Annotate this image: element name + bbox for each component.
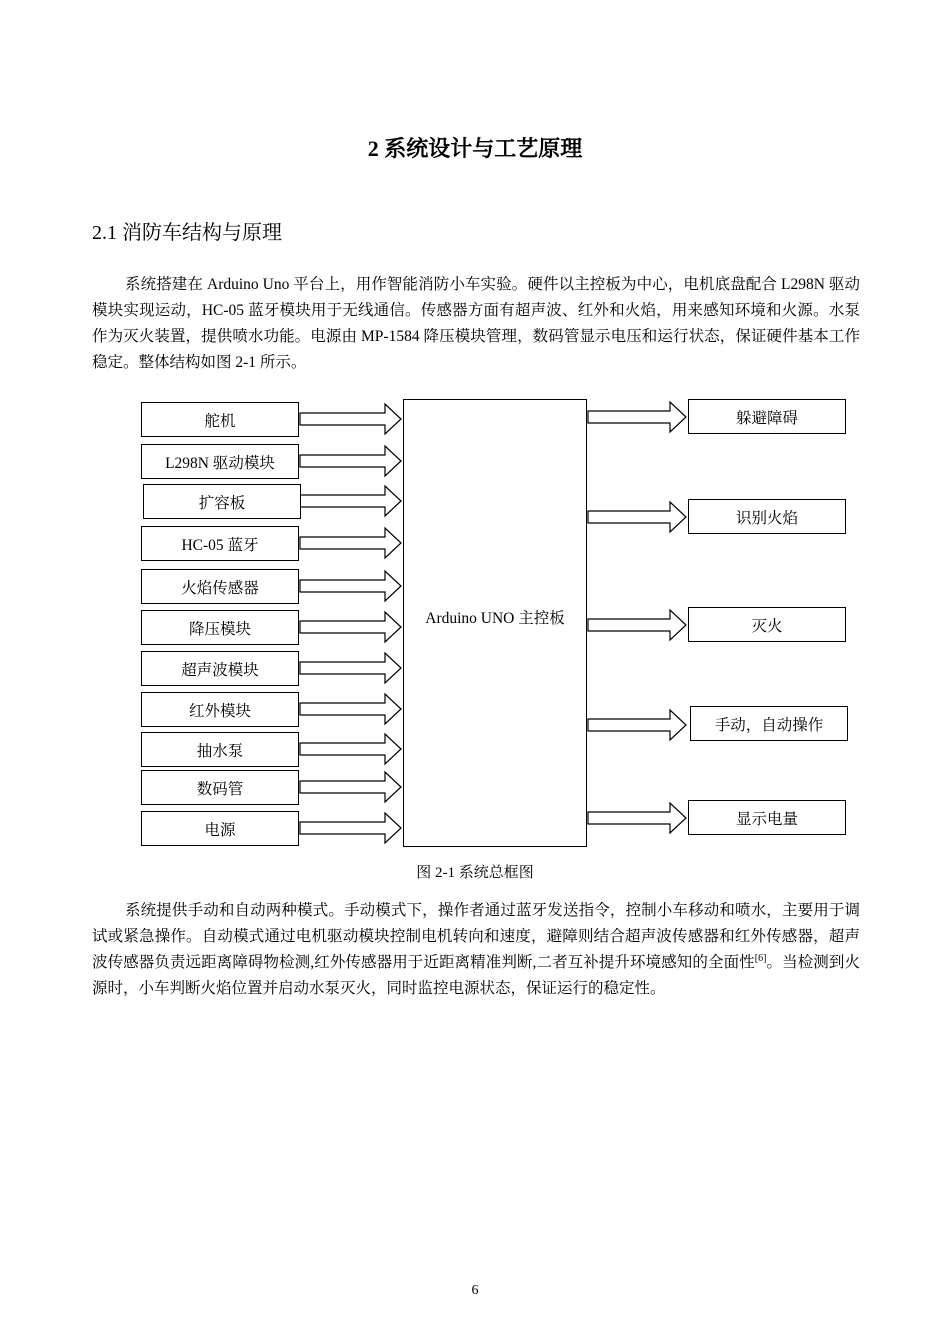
- input-arrow-6: [300, 653, 401, 683]
- input-arrow-4: [300, 571, 401, 601]
- input-arrow-3: [300, 528, 401, 558]
- paragraph-intro: 系统搭建在 Arduino Uno 平台上，用作智能消防小车实验。硬件以主控板为中心，电机底盘配合 L298N 驱动模块实现运动，HC-05 蓝牙模块用于无线通信。传感器方面有超声波、红外和火焰，用来感知环境和火源。水泵作为灭火装置，提供喷水功能。电源由 MP-1584 降压模块管理，数码管显示电压和运行状态，保证硬件基本工作稳定。整体结构如图 2-1 所示。: [92, 276, 860, 371]
- input-arrow-9: [300, 772, 401, 802]
- citation-ref: [6]: [754, 952, 767, 964]
- output-box-avoid-obstacles: 躲避障碍: [688, 399, 846, 434]
- input-box-power: 电源: [141, 811, 299, 846]
- output-arrow-1: [588, 502, 686, 532]
- input-arrow-10: [300, 813, 401, 843]
- input-box-buck-module: 降压模块: [141, 610, 299, 645]
- input-box-water-pump: 抽水泵: [141, 732, 299, 767]
- input-box-digital-tube: 数码管: [141, 770, 299, 805]
- arduino-main-board-label: Arduino UNO 主控板: [425, 610, 565, 627]
- input-arrow-8: [300, 734, 401, 764]
- output-box-extinguish: 灭火: [688, 607, 846, 642]
- input-arrow-0: [300, 404, 401, 434]
- output-box-manual-auto: 手动，自动操作: [690, 706, 848, 741]
- page-number: 6: [471, 1283, 479, 1298]
- paragraph-modes-text: 系统提供手动和自动两种模式。手动模式下，操作者通过蓝牙发送指令，控制小车移动和喷水，主要用于调试或紧急操作。自动模式通过电机驱动模块控制电机转向和速度，避障则结合超声波传感器和红外传感器，超声波传感器负责远距离障碍物检测,红外传感器用于近距离精准判断,二者互补提升环境感知的全面性: [92, 902, 860, 971]
- paragraph-modes-text-end: 。当检测到火源时，小车判断火焰位置并启动水泵灭火，同时监控电源状态，保证运行的稳定性。: [92, 954, 860, 997]
- input-box-expansion-board: 扩容板: [143, 484, 301, 519]
- section-title: 2.1 消防车结构与原理: [92, 222, 282, 244]
- input-box-flame-sensor: 火焰传感器: [141, 569, 299, 604]
- input-box-l298n: L298N 驱动模块: [141, 444, 299, 479]
- input-arrow-7: [300, 694, 401, 724]
- input-arrow-2: [300, 486, 401, 516]
- output-arrow-3: [588, 710, 686, 740]
- output-arrow-2: [588, 610, 686, 640]
- input-arrow-5: [300, 612, 401, 642]
- figure-caption: 图 2-1 系统总框图: [416, 865, 534, 881]
- input-box-ultrasonic: 超声波模块: [141, 651, 299, 686]
- chapter-title: 2 系统设计与工艺原理: [367, 136, 583, 161]
- output-box-battery-display: 显示电量: [688, 800, 846, 835]
- input-box-servo: 舵机: [141, 402, 299, 437]
- input-box-infrared: 红外模块: [141, 692, 299, 727]
- input-arrow-1: [300, 446, 401, 476]
- paragraph-modes: [92, 898, 860, 1002]
- output-arrow-0: [588, 402, 686, 432]
- output-box-flame-recognition: 识别火焰: [688, 499, 846, 534]
- arduino-main-board: [403, 399, 587, 847]
- input-box-bluetooth: HC-05 蓝牙: [141, 526, 299, 561]
- output-arrow-4: [588, 803, 686, 833]
